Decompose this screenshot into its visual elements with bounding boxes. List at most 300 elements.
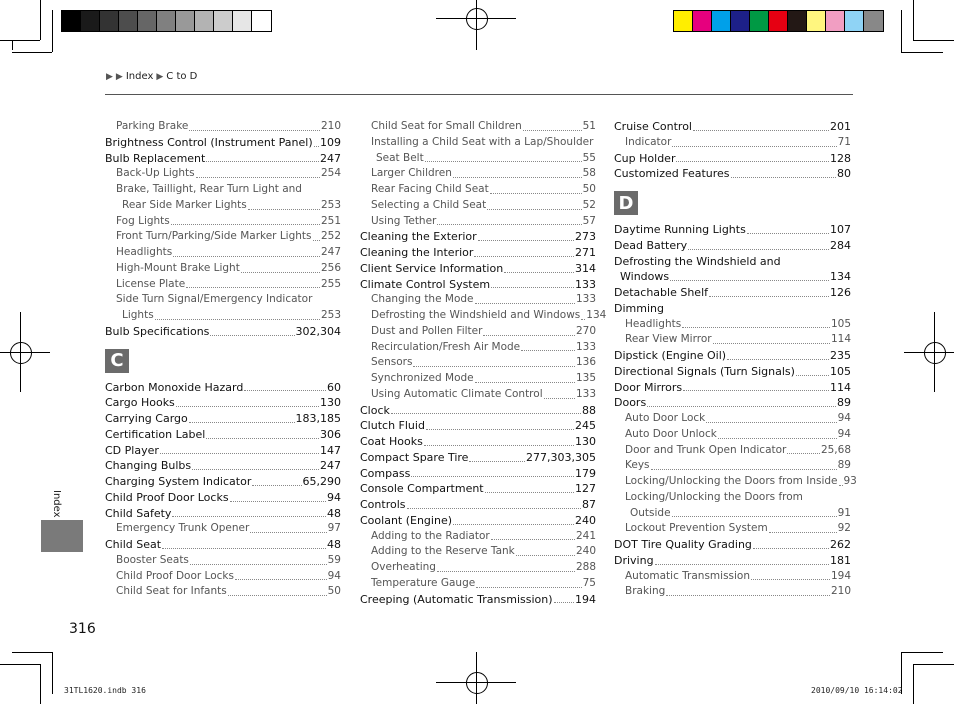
entry-text: Cargo Hooks <box>105 396 175 410</box>
dot-leader <box>196 177 320 178</box>
dot-leader <box>437 224 581 225</box>
index-entry <box>105 490 341 506</box>
entry-page-number: 75 <box>582 576 596 589</box>
dot-leader <box>210 335 294 336</box>
dot-leader <box>248 209 320 210</box>
dot-leader <box>709 296 829 297</box>
entry-text: Changing the Mode <box>371 293 474 306</box>
gray-swatch <box>233 11 252 31</box>
index-entry <box>360 371 596 387</box>
entry-page-number: 247 <box>320 459 341 473</box>
entry-page-number: 114 <box>830 380 851 394</box>
dot-leader <box>189 422 295 423</box>
entry-text: High-Mount Brake Light <box>116 261 240 274</box>
entry-text: Headlights <box>116 246 173 258</box>
dot-leader <box>192 469 319 470</box>
dot-leader <box>162 548 326 549</box>
index-entry <box>614 380 851 396</box>
entry-text: Keys <box>625 459 650 472</box>
dot-leader <box>313 240 320 241</box>
dot-leader <box>718 438 837 439</box>
index-entry <box>360 481 596 497</box>
entry-text: Cleaning the Interior <box>360 246 474 259</box>
entry-text: Child Seat for Small Children <box>371 120 522 132</box>
entry-page-number: 60 <box>327 380 341 394</box>
dot-leader <box>426 429 574 430</box>
dot-leader <box>206 438 319 439</box>
index-entry <box>360 340 596 356</box>
dot-leader <box>651 469 837 470</box>
index-entry <box>105 261 341 277</box>
entry-text: Child Seat for Infants <box>116 585 227 598</box>
entry-page-number: 133 <box>575 293 596 306</box>
entry-page-number: 126 <box>830 286 851 299</box>
color-swatch <box>712 11 731 31</box>
entry-page-number: 57 <box>582 214 596 227</box>
entry-text: Brake, Taillight, Rear Turn Light and <box>116 183 302 195</box>
entry-text: Synchronized Mode <box>371 372 474 384</box>
dot-leader <box>521 350 575 351</box>
index-entry <box>614 537 851 553</box>
entry-text: Console Compartment <box>360 482 484 496</box>
dot-leader <box>176 406 319 407</box>
entry-page-number: 240 <box>575 545 596 558</box>
entry-page-number: 247 <box>320 246 341 258</box>
index-entry <box>360 245 596 261</box>
entry-text: Child Seat <box>105 538 162 551</box>
entry-text: Braking <box>625 585 666 598</box>
entry-text: Using Automatic Climate Control <box>371 387 543 400</box>
index-entry <box>105 214 341 230</box>
entry-page-number: 50 <box>327 585 341 598</box>
entry-page-number: 109 <box>320 135 341 149</box>
index-entry <box>614 584 851 600</box>
color-swatch <box>845 11 864 31</box>
entry-text: Controls <box>360 498 406 511</box>
dot-leader <box>491 287 574 288</box>
gray-swatch <box>157 11 176 31</box>
entry-page-number: 179 <box>575 466 596 480</box>
index-entry <box>360 308 607 324</box>
index-entry <box>360 166 596 182</box>
index-entry <box>614 269 851 285</box>
index-entry <box>614 569 851 585</box>
entry-text: Windows <box>620 270 670 284</box>
index-entry <box>105 151 341 167</box>
entry-text: Using Tether <box>371 214 437 227</box>
dot-leader <box>753 548 829 549</box>
entry-text: DOT Tire Quality Grading <box>614 538 752 551</box>
dot-leader <box>676 161 829 162</box>
index-entry <box>614 301 851 317</box>
index-entry <box>614 135 851 151</box>
entry-page-number: 48 <box>327 538 341 551</box>
index-entry <box>614 427 851 443</box>
dot-leader <box>670 280 829 281</box>
entry-text: Client Service Information <box>360 261 504 275</box>
entry-page-number: 210 <box>830 585 851 598</box>
entry-text: Carbon Monoxide Hazard <box>105 380 244 394</box>
entry-text: Seat Belt <box>376 151 424 164</box>
entry-text: Certification Label <box>105 427 206 441</box>
color-swatch <box>693 11 712 31</box>
entry-page-number: 270 <box>575 324 596 337</box>
entry-page-number: 314 <box>575 261 596 275</box>
index-entry <box>105 411 341 427</box>
entry-page-number: 136 <box>575 356 596 369</box>
entry-text: Indicator <box>625 135 672 148</box>
index-entry <box>105 395 341 411</box>
entry-text: Lockout Prevention System <box>625 522 768 535</box>
dot-leader <box>252 485 301 486</box>
index-entry <box>360 403 596 419</box>
entry-text: Creeping (Automatic Transmission) <box>360 592 553 606</box>
gray-swatch <box>81 11 100 31</box>
entry-text: Child Safety <box>105 506 172 520</box>
index-entry <box>105 308 341 324</box>
process-color-bar <box>673 10 884 32</box>
entry-page-number: 93 <box>843 475 857 487</box>
dot-leader <box>206 161 319 162</box>
dot-leader <box>425 161 582 162</box>
entry-text: Bulb Specifications <box>105 324 210 338</box>
entry-text: Emergency Trunk Opener <box>116 522 250 535</box>
entry-page-number: 235 <box>830 349 851 362</box>
index-entry <box>360 544 596 560</box>
entry-page-number: 306 <box>320 427 341 441</box>
entry-text: Defrosting the Windshield and <box>614 254 781 268</box>
dot-leader <box>581 319 585 320</box>
entry-text: Larger Children <box>371 167 452 180</box>
entry-page-number: 271 <box>575 246 596 259</box>
entry-text: Rear Side Marker Lights <box>122 198 247 211</box>
entry-text: Coolant (Engine) <box>360 513 453 527</box>
index-entry <box>360 387 596 403</box>
entry-text: Clutch Fluid <box>360 419 425 433</box>
index-entry <box>614 395 851 411</box>
index-entry <box>360 576 596 592</box>
entry-page-number: 89 <box>837 459 851 472</box>
dot-leader <box>672 516 837 517</box>
entry-page-number: 147 <box>320 443 341 457</box>
entry-page-number: 128 <box>830 151 851 165</box>
index-entry <box>105 166 341 182</box>
index-entry <box>614 119 851 135</box>
entry-text: Charging System Indicator <box>105 475 252 488</box>
index-entry <box>360 261 596 277</box>
entry-text: Changing Bulbs <box>105 459 192 473</box>
index-entry <box>105 198 341 214</box>
index-entry <box>614 222 851 238</box>
entry-page-number: 94 <box>837 427 851 440</box>
entry-page-number: 94 <box>327 569 341 582</box>
entry-page-number: 273 <box>575 230 596 244</box>
breadcrumb-index: Index <box>125 71 154 82</box>
dot-leader <box>411 476 574 477</box>
entry-text: Dead Battery <box>614 238 688 252</box>
color-swatch <box>807 11 826 31</box>
breadcrumb <box>106 71 197 82</box>
color-swatch <box>826 11 845 31</box>
triangle-right-icon: ▶ <box>115 71 123 82</box>
index-entry <box>105 427 341 443</box>
breadcrumb-section: C to D <box>166 71 198 82</box>
dot-leader <box>727 359 829 360</box>
entry-page-number: 50 <box>582 183 596 195</box>
dot-leader <box>554 602 574 603</box>
dot-leader <box>666 595 830 596</box>
index-entry <box>360 592 596 608</box>
entry-page-number: 134 <box>586 309 607 321</box>
entry-page-number: 59 <box>327 553 341 566</box>
triangle-right-icon: ▶ <box>106 71 113 82</box>
entry-page-number: 130 <box>575 435 596 448</box>
index-entry <box>360 119 596 135</box>
entry-page-number: 107 <box>830 223 851 236</box>
entry-text: Door Mirrors <box>614 380 683 394</box>
entry-page-number: 133 <box>575 387 596 400</box>
entry-text: Child Proof Door Locks <box>105 490 229 504</box>
dot-leader <box>155 319 320 320</box>
index-side-tab <box>41 520 83 552</box>
gray-swatch <box>119 11 138 31</box>
index-entry <box>614 317 851 333</box>
index-entry <box>614 238 851 254</box>
index-entry <box>360 450 596 466</box>
gray-swatch <box>252 11 271 31</box>
entry-page-number: 71 <box>837 135 851 148</box>
dot-leader <box>706 422 836 423</box>
gray-swatch <box>176 11 195 31</box>
index-entry <box>105 277 341 293</box>
dot-leader <box>688 249 829 250</box>
index-entry <box>614 411 851 427</box>
gray-swatch <box>62 11 81 31</box>
index-entry <box>105 380 341 396</box>
dot-leader <box>747 233 829 234</box>
index-entry <box>360 135 596 151</box>
header-rule <box>105 94 853 95</box>
index-entry <box>614 553 851 569</box>
entry-text: CD Player <box>105 443 159 457</box>
entry-page-number: 284 <box>830 238 851 252</box>
entry-text: Parking Brake <box>116 120 189 132</box>
dot-leader <box>160 453 319 454</box>
index-entry <box>614 151 851 167</box>
entry-page-number: 97 <box>327 522 341 535</box>
index-entry <box>614 490 851 506</box>
index-entry <box>360 529 596 545</box>
index-entry <box>360 418 596 434</box>
entry-page-number: 302,304 <box>295 324 341 338</box>
dot-leader <box>230 501 326 502</box>
entry-text: Front Turn/Parking/Side Marker Lights <box>116 230 312 243</box>
dot-leader <box>483 335 575 336</box>
index-entry <box>360 229 596 245</box>
dot-leader <box>769 532 837 533</box>
entry-page-number: 251 <box>320 214 341 227</box>
index-column-3 <box>614 119 857 600</box>
entry-page-number: 133 <box>575 340 596 353</box>
entry-text: Customized Features <box>614 167 730 181</box>
index-entry <box>105 458 341 474</box>
dot-leader <box>693 130 829 131</box>
index-entry <box>360 466 596 482</box>
entry-page-number: 52 <box>582 198 596 211</box>
entry-page-number: 94 <box>837 412 851 424</box>
entry-text: Selecting a Child Seat <box>371 198 487 211</box>
index-column-1 <box>105 119 341 600</box>
index-entry <box>105 506 341 522</box>
entry-text: Dipstick (Engine Oil) <box>614 349 727 362</box>
entry-page-number: 247 <box>320 151 341 165</box>
entry-page-number: 88 <box>582 403 596 417</box>
index-entry <box>360 497 596 513</box>
index-entry <box>614 443 851 459</box>
dot-leader <box>839 485 843 486</box>
index-entry <box>105 245 341 261</box>
entry-text: Climate Control System <box>360 277 491 291</box>
entry-text: Fog Lights <box>116 214 170 227</box>
index-entry <box>105 474 341 490</box>
color-swatch <box>769 11 788 31</box>
index-entry <box>614 506 851 522</box>
dot-leader <box>189 130 320 131</box>
entry-text: Doors <box>614 396 647 410</box>
entry-text: Child Proof Door Locks <box>116 569 234 582</box>
dot-leader <box>391 413 581 414</box>
entry-text: Automatic Transmission <box>625 569 751 582</box>
entry-text: Directional Signals (Turn Signals) <box>614 364 795 378</box>
color-swatch <box>731 11 750 31</box>
entry-page-number: 94 <box>327 490 341 504</box>
entry-page-number: 183,185 <box>295 412 341 425</box>
entry-text: Defrosting the Windshield and Windows <box>371 309 581 321</box>
entry-text: Auto Door Lock <box>625 412 706 424</box>
entry-page-number: 253 <box>320 198 341 211</box>
entry-text: Detachable Shelf <box>614 286 709 299</box>
footer-file-info: 31TL1620.indb 316 <box>64 686 146 695</box>
entry-text: Clock <box>360 403 390 417</box>
index-entry <box>105 521 341 537</box>
entry-text: Compass <box>360 466 411 480</box>
color-swatch <box>750 11 769 31</box>
dot-leader <box>787 453 820 454</box>
entry-text: Overheating <box>371 561 436 573</box>
dot-leader <box>655 564 829 565</box>
entry-page-number: 134 <box>830 270 851 284</box>
triangle-right-icon: ▶ <box>156 71 164 82</box>
dot-leader <box>190 564 327 565</box>
entry-page-number: 80 <box>837 167 851 181</box>
entry-page-number: 245 <box>575 419 596 433</box>
entry-text: Compact Spare Tire <box>360 450 469 464</box>
entry-page-number: 127 <box>575 482 596 496</box>
entry-page-number: 89 <box>837 396 851 410</box>
gray-swatch <box>195 11 214 31</box>
dot-leader <box>171 224 320 225</box>
dot-leader <box>407 508 582 509</box>
dot-leader <box>453 177 582 178</box>
dot-leader <box>478 240 574 241</box>
index-entry <box>360 355 596 371</box>
dot-leader <box>683 390 829 391</box>
entry-text: Brightness Control (Instrument Panel) <box>105 135 313 149</box>
entry-page-number: 253 <box>320 309 341 321</box>
entry-page-number: 262 <box>830 538 851 551</box>
entry-page-number: 114 <box>830 333 851 346</box>
dot-leader <box>682 327 830 328</box>
dot-leader <box>314 146 319 147</box>
entry-text: Adding to the Radiator <box>371 529 490 542</box>
index-entry <box>614 285 851 301</box>
entry-text: Adding to the Reserve Tank <box>371 545 515 558</box>
index-entry <box>360 151 596 167</box>
index-entry <box>105 324 341 340</box>
entry-text: Coat Hooks <box>360 435 423 448</box>
entry-page-number: 210 <box>320 120 341 132</box>
entry-text: Outside <box>630 506 671 519</box>
index-entry <box>360 277 596 293</box>
entry-text: Recirculation/Fresh Air Mode <box>371 340 521 353</box>
dot-leader <box>504 272 574 273</box>
entry-page-number: 91 <box>837 506 851 519</box>
dot-leader <box>475 303 575 304</box>
index-entry <box>360 560 596 576</box>
entry-text: Rear Facing Child Seat <box>371 183 489 195</box>
dot-leader <box>490 193 582 194</box>
entry-text: Lights <box>122 309 154 321</box>
entry-text: Side Turn Signal/Emergency Indicator <box>116 293 313 306</box>
entry-page-number: 25,68 <box>820 443 851 456</box>
entry-text: Back-Up Lights <box>116 167 195 180</box>
color-swatch <box>864 11 883 31</box>
dot-leader <box>731 177 836 178</box>
index-entry <box>614 364 851 380</box>
dot-leader <box>491 539 575 540</box>
index-entry <box>105 229 341 245</box>
index-entry <box>105 443 341 459</box>
index-entry <box>105 553 341 569</box>
dot-leader <box>235 579 327 580</box>
entry-page-number: 255 <box>320 277 341 290</box>
entry-page-number: 181 <box>830 553 851 567</box>
dot-leader <box>186 287 320 288</box>
index-entry <box>105 569 341 585</box>
letter-heading-c: C <box>105 349 129 373</box>
index-column-2 <box>360 119 607 607</box>
index-entry <box>105 119 341 135</box>
grayscale-color-bar <box>61 10 272 32</box>
entry-text: Booster Seats <box>116 553 189 566</box>
entry-text: Auto Door Unlock <box>625 427 717 440</box>
dot-leader <box>453 524 574 525</box>
dot-leader <box>516 555 575 556</box>
dot-leader <box>173 256 320 257</box>
entry-page-number: 133 <box>575 277 596 291</box>
dot-leader <box>241 272 320 273</box>
index-entry <box>614 521 851 537</box>
dot-leader <box>751 579 830 580</box>
dot-leader <box>485 492 574 493</box>
index-entry <box>105 537 341 553</box>
entry-page-number: 256 <box>320 261 341 274</box>
dot-leader <box>487 209 581 210</box>
page-number: 316 <box>69 621 96 637</box>
dot-leader <box>544 398 575 399</box>
entry-page-number: 135 <box>575 372 596 384</box>
index-entry <box>614 166 851 182</box>
